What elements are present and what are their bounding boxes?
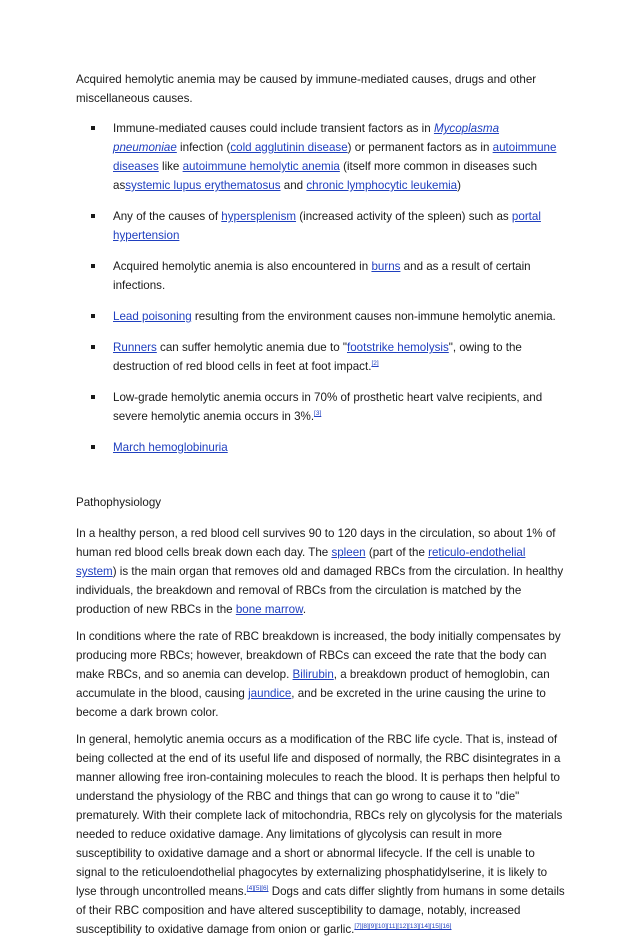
bullet-icon: [91, 264, 95, 268]
link-bilirubin[interactable]: Bilirubin: [292, 668, 334, 681]
list-item: [76, 438, 566, 457]
bullet-icon: [91, 214, 95, 218]
link-footstrike-hemolysis[interactable]: footstrike hemolysis: [346, 341, 449, 354]
paragraph-rbc-lifespan: In a healthy person, a red blood cell survives 90 to 120 days in the circulation, so about 1% of human red blood cells break down each day. The spleen (part of the reticulo-endothelial system) is the main organ that removes old and damaged RBCs from the circulation. In healthy individuals, the breakdown and removal of RBCs from the circulation is matched by the production of new RBCs in the bone marrow.: [76, 527, 564, 616]
link-autoimmune-diseases[interactable]: autoimmune diseases: [113, 141, 557, 173]
link-spleen[interactable]: spleen: [331, 546, 366, 559]
section-heading: Pathophysiology: [76, 496, 162, 509]
causes-list: [76, 119, 566, 457]
link-mycoplasma-pneumoniae[interactable]: Mycoplasma pneumoniae: [113, 122, 500, 154]
bullet-icon: [91, 345, 95, 349]
reference-link[interactable]: [3]: [314, 410, 322, 418]
bullet-icon: [91, 126, 95, 130]
bullet-icon: [91, 395, 95, 399]
list-item: Low-grade hemolytic anemia occurs in 70% of prosthetic heart valve recipients, and severe hemolytic anemia occurs in 3%.[3]: [76, 388, 566, 426]
paragraph-rbc-breakdown: In conditions where the rate of RBC breakdown is increased, the body initially compensates by producing more RBCs; however, breakdown of RBCs can exceed the rate that the body can make RBCs, and so anemia can develop. Bilirubin, a breakdown product of hemoglobin, can accumulate in the blood, causing jaundice, and be excreted in the urine causing the urine to become a dark brown color.: [76, 630, 561, 719]
paragraph-rbc-lifecycle: In general, hemolytic anemia occurs as a modification of the RBC life cycle. That is, instead of being collected at the end of its useful life and disposed of normally, the RBC disintegrates in a manner allowing free iron-containing molecules to reach the blood. It is perhaps then helpful to understand the physiology of the RBC and things that can go wrong to cause it to "die" prematurely. With their complete lack of mitochondria, RBCs rely on glycolysis for the materials needed to reduce oxidative damage. Any limitations of glycolysis can result in more susceptibility to oxidative damage and a short or abnormal lifecycle. If the cell is unable to signal to the reticuloendothelial phagocytes by externalizing phosphatidylserine, it is likely to lyse through uncontrolled means.[4][5][6] Dogs and cats differ slightly from humans in some details of their RBC composition and have altered susceptibility to damage, notably, increased susceptibility to oxidative damage from onion or garlic.[7][8][9][10][11][12][13][14][15][16]: [76, 733, 565, 936]
link-autoimmune-hemolytic-anemia[interactable]: autoimmune hemolytic anemia: [182, 160, 340, 173]
link-cold-agglutinin-disease[interactable]: cold agglutinin disease: [230, 141, 348, 154]
list-item: Lead poisoning resulting from the environment causes non-immune hemolytic anemia.: [76, 307, 566, 326]
link-hypersplenism[interactable]: hypersplenism: [221, 210, 297, 223]
link-lead-poisoning[interactable]: Lead poisoning: [113, 310, 192, 323]
reference-link[interactable]: [2]: [371, 360, 379, 368]
reference-link[interactable]: [7][8][9][10][11][12][13][14][15][16]: [354, 923, 452, 931]
list-item: Immune-mediated causes could include transient factors as in Mycoplasma pneumoniae infection (cold agglutinin disease) or permanent factors as in autoimmune diseases like autoimmune hemolytic anemia (itself more common in diseases such assystemic lupus erythematosus and chronic lymphocytic leukemia): [76, 119, 566, 195]
link-portal-hypertension[interactable]: portal hypertension: [113, 210, 541, 242]
bullet-icon: [91, 445, 95, 449]
reference-link[interactable]: [4][5][6]: [246, 885, 269, 893]
bullet-icon: [91, 314, 95, 318]
link-reticulo-endothelial-system[interactable]: reticulo-endothelial system: [76, 546, 526, 578]
list-item: Runners can suffer hemolytic anemia due to "footstrike hemolysis", owing to the destruction of red blood cells in feet at foot impact.[2]: [76, 338, 566, 376]
link-march-hemoglobinuria[interactable]: March hemoglobinuria: [113, 441, 228, 454]
list-item: Acquired hemolytic anemia is also encountered in burns and as a result of certain infections.: [76, 257, 566, 295]
list-item: Any of the causes of hypersplenism (increased activity of the spleen) such as portal hypertension: [76, 207, 566, 245]
link-bone-marrow[interactable]: bone marrow: [235, 603, 303, 616]
link-runners[interactable]: Runners: [113, 341, 157, 354]
link-chronic-lymphocytic-leukemia[interactable]: chronic lymphocytic leukemia: [306, 179, 458, 192]
link-systemic-lupus-erythematosus[interactable]: systemic lupus erythematosus: [125, 179, 281, 192]
intro-paragraph: Acquired hemolytic anemia may be caused by immune-mediated causes, drugs and other miscellaneous causes.: [76, 73, 537, 105]
link-jaundice[interactable]: jaundice: [248, 687, 292, 700]
link-burns[interactable]: burns: [371, 260, 401, 273]
